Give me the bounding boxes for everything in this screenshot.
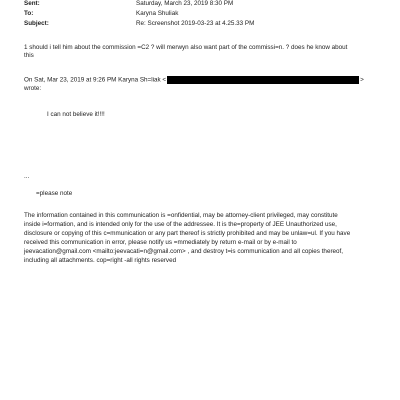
to-label: To: xyxy=(24,10,34,17)
subject-label: Subject: xyxy=(24,20,49,27)
message-line-1: 1 should i tell him about the commission =C2 ? will merwyn also want part of the commissi=n. ? does he know about xyxy=(24,44,348,51)
sent-label: Sent: xyxy=(24,0,40,7)
disclaimer-line-1: The information contained in this communication is =onfidential, may be attorney-client privileged, may constitute xyxy=(24,212,338,219)
quoted-intro xyxy=(24,76,364,85)
message-line-2: this xyxy=(24,52,34,59)
separator-dots: ... xyxy=(24,173,30,180)
to-value: Karyna Shuliak xyxy=(136,10,179,17)
disclaimer-line-3: disclosure or copying of this c=mmunication or any part thereof is strictly prohibited and may be unlaw=ul. If you have xyxy=(24,230,351,237)
sent-value: Saturday, March 23, 2019 8:30 PM xyxy=(136,0,234,7)
quoted-text: I can not believe it!!!! xyxy=(47,111,105,118)
quoted-intro-text: On Sat, Mar 23, 2019 at 9:26 PM Karyna Sh=liak < xyxy=(24,76,167,84)
redacted-email-bar xyxy=(167,76,359,84)
quoted-wrote: wrote: xyxy=(24,85,42,92)
disclaimer-line-4: received this communication in error, please notify us =mmediately by return e-mail or by e-mail to xyxy=(24,239,297,246)
subject-value: Re: Screenshot 2019-03-23 at 4.25.33 PM xyxy=(136,20,255,27)
disclaimer-line-2: inside i=formation, and is intended only for the use of the addressee. It is the=property of JEE Unauthorized use, xyxy=(24,221,337,228)
disclaimer-line-6: including all attachments. cop=right -all rights reserved xyxy=(24,257,177,264)
disclaimer-line-5: jeevacation@gmail.com <mailto:jeevacati=n@gmail.com> , and destroy t=is communication and all copies thereof, xyxy=(24,248,344,255)
quoted-intro-end: > xyxy=(360,76,364,84)
please-note: =please note xyxy=(36,190,73,197)
